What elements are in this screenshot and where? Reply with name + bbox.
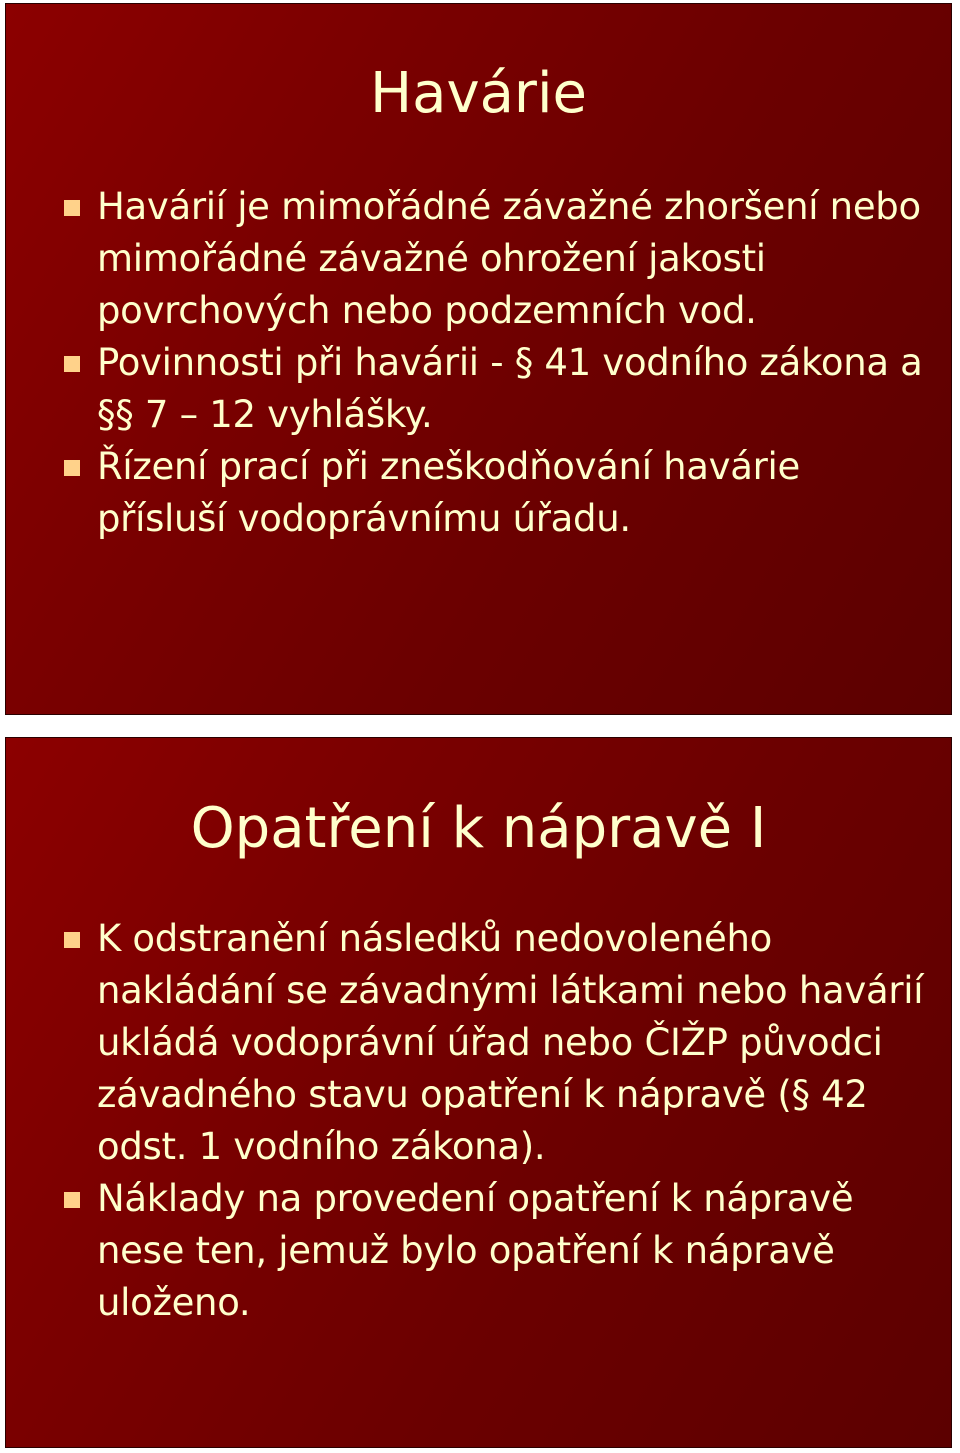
bullet-item	[61, 337, 931, 441]
bullet-text: Náklady na provedení opatření k nápravě nese ten, jemuž bylo opatření k nápravě uloženo.	[97, 1177, 854, 1324]
bullet-text: Povinnosti při havárii - § 41 vodního zákona a §§ 7 – 12 vyhlášky.	[97, 341, 923, 436]
bullet-text: K odstranění následků nedovoleného nakládání se závadnými látkami nebo havárií ukládá vodoprávní úřad nebo ČIŽP původci závadného stavu opatření k nápravě (§ 42 odst. 1 vodního zákona).	[97, 917, 924, 1168]
bullet-list	[61, 913, 931, 1329]
bullet-item	[61, 1173, 931, 1329]
bullet-item	[61, 913, 931, 1173]
bullet-list	[61, 181, 931, 545]
square-bullet-icon	[64, 460, 80, 476]
slide-opatreni-k-naprave	[5, 737, 952, 1448]
bullet-item	[61, 181, 931, 337]
square-bullet-icon	[64, 932, 80, 948]
slide-title: Havárie	[370, 61, 587, 126]
square-bullet-icon	[64, 1192, 80, 1208]
slide-title: Opatření k nápravě I	[190, 796, 767, 861]
square-bullet-icon	[64, 200, 80, 216]
bullet-item	[61, 441, 931, 545]
square-bullet-icon	[64, 356, 80, 372]
bullet-text: Havárií je mimořádné závažné zhoršení nebo mimořádné závažné ohrožení jakosti povrchových nebo podzemních vod.	[97, 185, 921, 332]
slide-havarie	[5, 3, 952, 715]
bullet-text: Řízení prací při zneškodňování havárie přísluší vodoprávnímu úřadu.	[97, 445, 801, 540]
